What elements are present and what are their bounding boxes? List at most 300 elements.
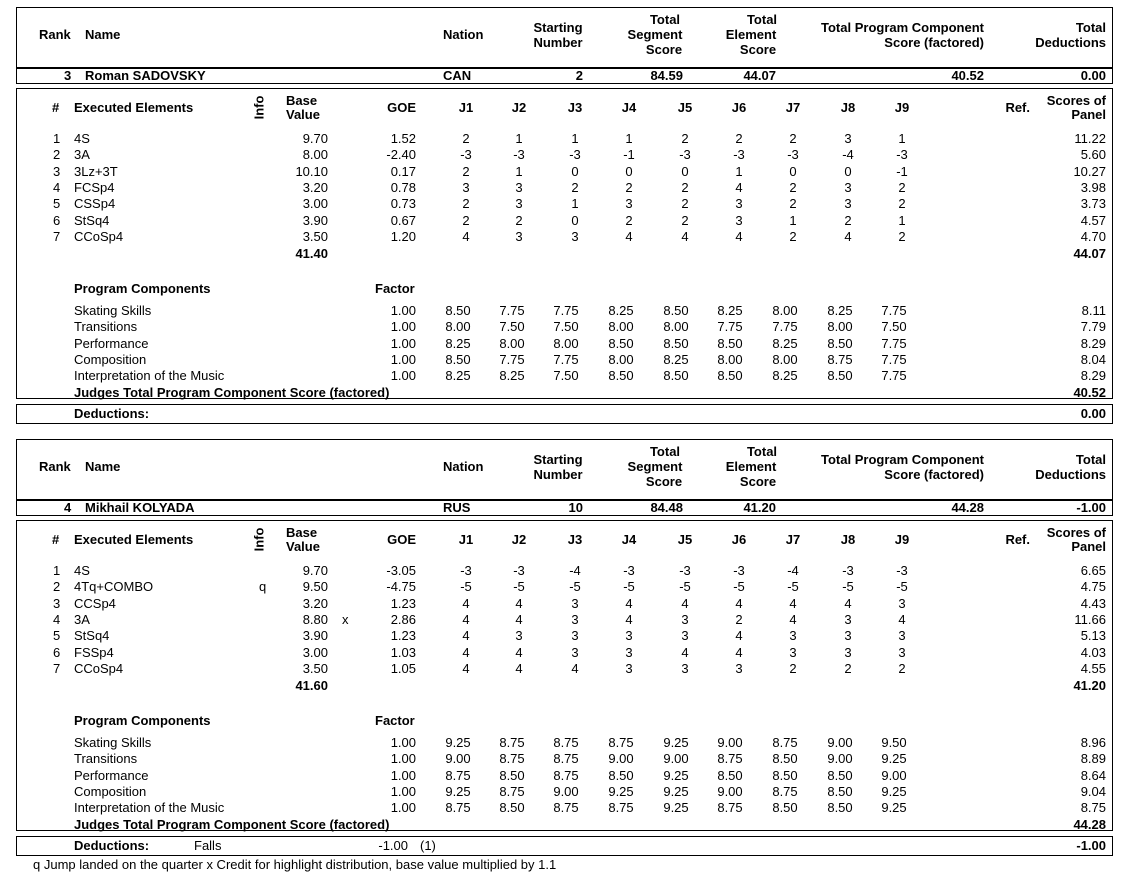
element-code: StSq4 (74, 212, 110, 228)
judge-score: -4 (569, 563, 581, 578)
judge-score: -3 (787, 147, 799, 163)
judge-score: -3 (896, 563, 908, 578)
judge-component-score: 8.50 (827, 335, 853, 351)
judge-component-score: 9.00 (717, 735, 743, 750)
judge-score: 3 (571, 595, 579, 611)
element-code: 4Tq+COMBO (74, 579, 154, 595)
judge-score: -3 (842, 563, 854, 578)
judge-score: 0 (789, 163, 797, 179)
judge-component-score: 8.25 (608, 303, 634, 318)
judge-component-score: 8.00 (772, 303, 798, 318)
judge-score: 2 (681, 196, 689, 212)
judge-component-score: 8.75 (445, 767, 471, 783)
judge-score: 3 (844, 179, 852, 195)
judge-component-score: 8.00 (499, 335, 525, 351)
panel-total: 44.07 (1073, 246, 1106, 261)
judge-score: 3 (844, 131, 852, 146)
element-panel-score: 4.55 (1080, 660, 1106, 676)
judge-component-score: 9.25 (663, 800, 689, 816)
judge-component-score: 8.25 (717, 303, 743, 318)
judge-component-score: 8.75 (608, 800, 634, 816)
judge-score: 1 (515, 163, 523, 179)
judge-score: -5 (679, 579, 691, 595)
component-score: 8.11 (1081, 303, 1106, 318)
judge-component-score: 8.50 (663, 368, 689, 384)
judge-component-score: 8.75 (553, 751, 579, 767)
element-goe: 1.05 (390, 660, 416, 676)
element-base-value: 3.00 (302, 644, 328, 660)
judge-score: 2 (515, 212, 523, 228)
component-score: 8.96 (1080, 735, 1106, 750)
element-panel-score: 4.75 (1080, 579, 1106, 595)
judge-score: -5 (623, 579, 635, 595)
judge-component-score: 9.00 (717, 783, 743, 799)
component-name: Composition (74, 783, 147, 799)
tes-header: Total (746, 444, 778, 459)
judge-score: 3 (898, 628, 906, 644)
judge-header: J9 (894, 100, 910, 115)
judge-score: 1 (898, 131, 906, 146)
judge-component-score: 8.75 (608, 735, 634, 750)
judge-score: 3 (898, 644, 906, 660)
element-number: 2 (53, 147, 61, 163)
starting-header: Number (533, 467, 583, 482)
judge-score: 3 (515, 179, 523, 195)
judge-header: J1 (458, 100, 474, 115)
element-number: 1 (53, 131, 61, 146)
judge-score: 3 (571, 228, 579, 244)
judge-score: 4 (735, 228, 743, 244)
judge-component-score: 8.00 (553, 335, 579, 351)
judge-component-score: 7.50 (499, 319, 525, 335)
judge-score: 2 (462, 163, 470, 179)
judges-total-value: 40.52 (1073, 385, 1106, 400)
judge-score: 3 (681, 628, 689, 644)
base-value-total: 41.40 (295, 246, 328, 261)
nation-header: Nation (443, 459, 484, 474)
element-base-value: 3.50 (302, 660, 328, 676)
deductions-total: -1.00 (1076, 838, 1106, 853)
element-number: 4 (53, 179, 61, 195)
judge-component-score: 8.75 (445, 800, 471, 816)
element-base-value: 3.20 (302, 595, 328, 611)
base-value-header: Base (286, 93, 318, 108)
judge-component-score: 8.50 (717, 368, 743, 384)
judge-score: 2 (844, 212, 852, 228)
total-segment-score: 84.48 (650, 500, 683, 515)
judge-component-score: 7.75 (881, 335, 907, 351)
judge-score: -3 (733, 147, 745, 163)
tes-header: Element (725, 27, 777, 42)
element-goe: 1.52 (390, 131, 416, 146)
element-base-value: 10.10 (295, 163, 328, 179)
judge-score: 4 (625, 611, 633, 627)
tes-header: Score (739, 474, 777, 489)
element-code: CCoSp4 (74, 228, 124, 244)
deductions-box (16, 404, 1113, 424)
panel-header: Panel (1071, 107, 1106, 122)
judge-score: 4 (462, 660, 470, 676)
program-components-header: Program Components (74, 281, 211, 296)
base-value-header: Value (286, 539, 320, 554)
skater-nation: CAN (443, 68, 472, 83)
judge-component-score: 8.50 (827, 783, 853, 799)
rank-header: Rank (39, 459, 71, 474)
judge-score: 0 (681, 163, 689, 179)
judge-component-score: 8.50 (499, 800, 525, 816)
tes-header: Score (739, 42, 777, 57)
element-panel-score: 3.73 (1080, 196, 1106, 212)
judge-component-score: 8.75 (553, 735, 579, 750)
judge-score: 4 (789, 595, 797, 611)
element-number: 6 (53, 212, 61, 228)
judge-component-score: 8.50 (608, 335, 634, 351)
judge-component-score: 8.00 (608, 351, 634, 367)
deductions-label: Deductions: (74, 838, 150, 853)
element-panel-score: 4.43 (1080, 595, 1106, 611)
judge-score: -1 (896, 163, 908, 179)
component-score: 8.64 (1080, 767, 1106, 783)
judge-score: -3 (513, 147, 525, 163)
judge-header: J3 (567, 532, 583, 547)
judge-score: 2 (681, 131, 689, 146)
factor-header: Factor (375, 281, 415, 296)
skater-nation: RUS (443, 500, 471, 515)
starting-number: 10 (568, 500, 583, 515)
judge-component-score: 9.25 (663, 735, 689, 750)
judge-score: 4 (735, 595, 743, 611)
judge-component-score: 8.75 (772, 735, 798, 750)
total-deductions: 0.00 (1080, 68, 1106, 83)
judge-header: J2 (511, 532, 527, 547)
judge-component-score: 8.50 (663, 303, 689, 318)
judge-score: 2 (462, 196, 470, 212)
judge-score: 4 (515, 595, 523, 611)
judge-score: 2 (789, 131, 797, 146)
executed-elements-header: Executed Elements (74, 100, 194, 115)
element-base-value: 9.50 (302, 579, 328, 595)
judge-component-score: 7.50 (881, 319, 907, 335)
judge-component-score: 8.25 (445, 368, 471, 384)
judge-score: -3 (733, 563, 745, 578)
element-panel-score: 4.03 (1080, 644, 1106, 660)
panel-header: Scores of (1046, 525, 1106, 540)
element-panel-score: 3.98 (1080, 179, 1106, 195)
component-name: Interpretation of the Music (74, 368, 225, 384)
program-components-header: Program Components (74, 713, 211, 728)
judge-component-score: 9.00 (827, 751, 853, 767)
judge-header: J3 (567, 100, 583, 115)
skater-name: Roman SADOVSKY (85, 68, 206, 83)
judge-component-score: 7.75 (553, 351, 579, 367)
deductions-total: 0.00 (1080, 406, 1106, 421)
judge-score: 2 (789, 660, 797, 676)
judge-score: 0 (844, 163, 852, 179)
judge-score: -3 (679, 147, 691, 163)
judge-component-score: 8.50 (772, 767, 798, 783)
judge-score: 4 (681, 644, 689, 660)
deductions-header: Total (1075, 452, 1106, 467)
element-goe: 1.03 (390, 644, 416, 660)
judge-component-score: 8.25 (499, 368, 525, 384)
judge-score: 3 (844, 196, 852, 212)
element-base-value: 3.20 (302, 179, 328, 195)
judge-component-score: 7.75 (499, 351, 525, 367)
base-value-total: 41.60 (295, 678, 328, 693)
judge-score: 3 (735, 660, 743, 676)
judge-score: 4 (625, 595, 633, 611)
judge-component-score: 9.25 (663, 783, 689, 799)
element-code: 4S (74, 131, 90, 146)
element-goe: 2.86 (390, 611, 416, 627)
component-name: Transitions (74, 319, 138, 335)
deductions-header: Deductions (1035, 35, 1106, 50)
judge-component-score: 8.75 (553, 767, 579, 783)
component-score: 8.04 (1080, 351, 1106, 367)
element-goe: 1.20 (390, 228, 416, 244)
judge-score: 4 (462, 644, 470, 660)
element-base-value: 9.70 (302, 563, 328, 578)
judge-score: 2 (735, 611, 743, 627)
judge-component-score: 8.75 (553, 800, 579, 816)
judge-score: 1 (571, 196, 579, 212)
element-base-value: 9.70 (302, 131, 328, 146)
element-panel-score: 11.66 (1074, 611, 1106, 627)
skater-rank: 3 (64, 68, 72, 83)
judge-score: 4 (462, 628, 470, 644)
element-goe: -3.05 (386, 563, 416, 578)
element-panel-score: 5.60 (1080, 147, 1106, 163)
judge-component-score: 8.25 (445, 335, 471, 351)
judge-score: 3 (515, 628, 523, 644)
judge-score: 3 (789, 628, 797, 644)
judge-component-score: 8.75 (499, 751, 525, 767)
element-code: 3Lz+3T (74, 163, 118, 179)
judge-score: 2 (789, 179, 797, 195)
element-code: CCSp4 (74, 595, 116, 611)
judge-component-score: 8.00 (663, 319, 689, 335)
element-info: q (259, 579, 267, 595)
deductions-header: Total (1075, 20, 1106, 35)
judge-component-score: 7.75 (881, 351, 907, 367)
judge-score: -3 (896, 147, 908, 163)
judge-score: -3 (513, 563, 525, 578)
judge-component-score: 8.75 (499, 735, 525, 750)
tss-header: Total (649, 444, 681, 459)
judge-component-score: 8.50 (608, 368, 634, 384)
judge-score: 4 (844, 228, 852, 244)
judge-score: 3 (625, 196, 633, 212)
judge-score: 2 (898, 660, 906, 676)
judge-score: 0 (625, 163, 633, 179)
component-factor: 1.00 (390, 783, 416, 799)
judge-score: 0 (571, 163, 579, 179)
judge-score: 2 (898, 228, 906, 244)
judge-component-score: 8.00 (445, 319, 471, 335)
panel-total: 41.20 (1073, 678, 1106, 693)
total-element-score: 41.20 (743, 500, 776, 515)
tpcs-header: Total Program Component (821, 20, 984, 35)
judge-score: -5 (460, 579, 472, 595)
component-name: Performance (74, 335, 149, 351)
element-number: 5 (53, 196, 61, 212)
element-number: 1 (53, 563, 61, 578)
judge-score: 3 (844, 644, 852, 660)
judge-component-score: 7.75 (717, 319, 743, 335)
judge-component-score: 9.00 (608, 751, 634, 767)
component-factor: 1.00 (390, 368, 416, 384)
judge-component-score: 8.00 (608, 319, 634, 335)
element-panel-score: 4.57 (1080, 212, 1106, 228)
judge-score: 3 (462, 179, 470, 195)
judge-score: -5 (569, 579, 581, 595)
judge-score: 1 (789, 212, 797, 228)
element-base-value: 3.90 (302, 628, 328, 644)
starting-header: Starting (533, 452, 583, 467)
judge-score: -3 (460, 563, 472, 578)
judge-score: 2 (571, 179, 579, 195)
tpcs-header: Total Program Component (821, 452, 984, 467)
element-goe: 0.78 (390, 179, 416, 195)
judge-score: -4 (842, 147, 854, 163)
judge-header: J6 (731, 100, 747, 115)
judge-component-score: 8.25 (663, 351, 689, 367)
judge-component-score: 7.75 (553, 303, 579, 318)
judge-component-score: 8.75 (772, 783, 798, 799)
judge-component-score: 9.25 (881, 800, 907, 816)
judge-component-score: 8.75 (827, 351, 853, 367)
judge-score: 4 (735, 628, 743, 644)
info-header: Info (251, 527, 267, 552)
judge-score: 4 (681, 228, 689, 244)
component-score: 7.79 (1080, 319, 1106, 335)
judge-score: 4 (462, 595, 470, 611)
judge-score: -5 (733, 579, 745, 595)
element-number: 6 (53, 644, 61, 660)
judges-total-label: Judges Total Program Component Score (factored) (74, 385, 390, 400)
component-score: 8.29 (1080, 368, 1106, 384)
judge-score: 4 (735, 179, 743, 195)
judge-component-score: 8.25 (772, 335, 798, 351)
judge-component-score: 7.50 (553, 368, 579, 384)
judge-component-score: 8.50 (608, 767, 634, 783)
judge-score: 4 (844, 595, 852, 611)
judge-component-score: 8.75 (717, 751, 743, 767)
judge-component-score: 7.75 (881, 303, 907, 318)
info-header: Info (251, 95, 267, 120)
judge-component-score: 9.00 (881, 767, 907, 783)
element-goe: -2.40 (386, 147, 416, 163)
judge-component-score: 8.50 (717, 767, 743, 783)
judge-component-score: 9.25 (881, 751, 907, 767)
component-name: Interpretation of the Music (74, 800, 225, 816)
tss-header: Score (645, 42, 683, 57)
tes-header: Element (725, 459, 777, 474)
component-factor: 1.00 (390, 335, 416, 351)
total-deductions: -1.00 (1076, 500, 1106, 515)
judge-score: 3 (898, 595, 906, 611)
component-factor: 1.00 (390, 800, 416, 816)
judge-score: 2 (898, 179, 906, 195)
element-panel-score: 4.70 (1080, 228, 1106, 244)
judge-header: J8 (840, 100, 856, 115)
judge-component-score: 7.75 (772, 319, 798, 335)
judge-score: -3 (460, 147, 472, 163)
element-code: FSSp4 (74, 644, 114, 660)
element-code: 4S (74, 563, 90, 578)
judge-component-score: 8.00 (717, 351, 743, 367)
element-number-header: # (52, 100, 60, 115)
judge-score: -3 (623, 563, 635, 578)
judge-component-score: 8.50 (445, 351, 471, 367)
judge-component-score: 7.50 (553, 319, 579, 335)
component-factor: 1.00 (390, 319, 416, 335)
tss-header: Segment (627, 27, 683, 42)
judge-component-score: 8.75 (717, 800, 743, 816)
judge-component-score: 8.50 (499, 767, 525, 783)
element-number: 4 (53, 611, 61, 627)
element-goe: 1.23 (390, 595, 416, 611)
judge-score: 4 (681, 595, 689, 611)
judge-score: 3 (844, 611, 852, 627)
deductions-box (16, 836, 1113, 856)
element-number: 3 (53, 163, 61, 179)
nation-header: Nation (443, 27, 484, 42)
judge-header: J6 (731, 532, 747, 547)
judges-total-value: 44.28 (1073, 817, 1106, 832)
judge-score: 2 (789, 196, 797, 212)
judge-component-score: 8.00 (827, 319, 853, 335)
goe-header: GOE (387, 532, 416, 547)
judge-header: J9 (894, 532, 910, 547)
panel-header: Panel (1071, 539, 1106, 554)
judge-score: 2 (462, 131, 470, 146)
judge-component-score: 8.50 (827, 368, 853, 384)
element-number: 3 (53, 595, 61, 611)
element-panel-score: 11.22 (1074, 131, 1106, 146)
element-panel-score: 6.65 (1080, 563, 1106, 578)
base-value-header: Base (286, 525, 318, 540)
judge-score: 4 (462, 228, 470, 244)
judge-score: 2 (735, 131, 743, 146)
judge-header: J4 (621, 100, 637, 115)
judge-component-score: 8.00 (772, 351, 798, 367)
element-code: 3A (74, 147, 90, 163)
judge-score: 0 (571, 212, 579, 228)
element-code: CSSp4 (74, 196, 116, 212)
deductions-header: Deductions (1035, 467, 1106, 482)
judge-score: 3 (735, 212, 743, 228)
component-score: 8.89 (1080, 751, 1106, 767)
judge-component-score: 9.25 (663, 767, 689, 783)
judge-component-score: 8.50 (663, 335, 689, 351)
name-header: Name (85, 27, 121, 42)
starting-number: 2 (575, 68, 583, 83)
judge-score: 4 (789, 611, 797, 627)
element-code: 3A (74, 611, 90, 627)
judge-score: -5 (896, 579, 908, 595)
element-base-value: 3.90 (302, 212, 328, 228)
starting-header: Starting (533, 20, 583, 35)
ref-header: Ref. (1005, 532, 1030, 547)
judge-header: J2 (511, 100, 527, 115)
judge-component-score: 9.50 (881, 735, 907, 750)
judge-header: J1 (458, 532, 474, 547)
judge-score: -3 (569, 147, 581, 163)
judge-score: 2 (625, 212, 633, 228)
element-panel-score: 5.13 (1080, 628, 1106, 644)
judge-component-score: 8.50 (445, 303, 471, 318)
